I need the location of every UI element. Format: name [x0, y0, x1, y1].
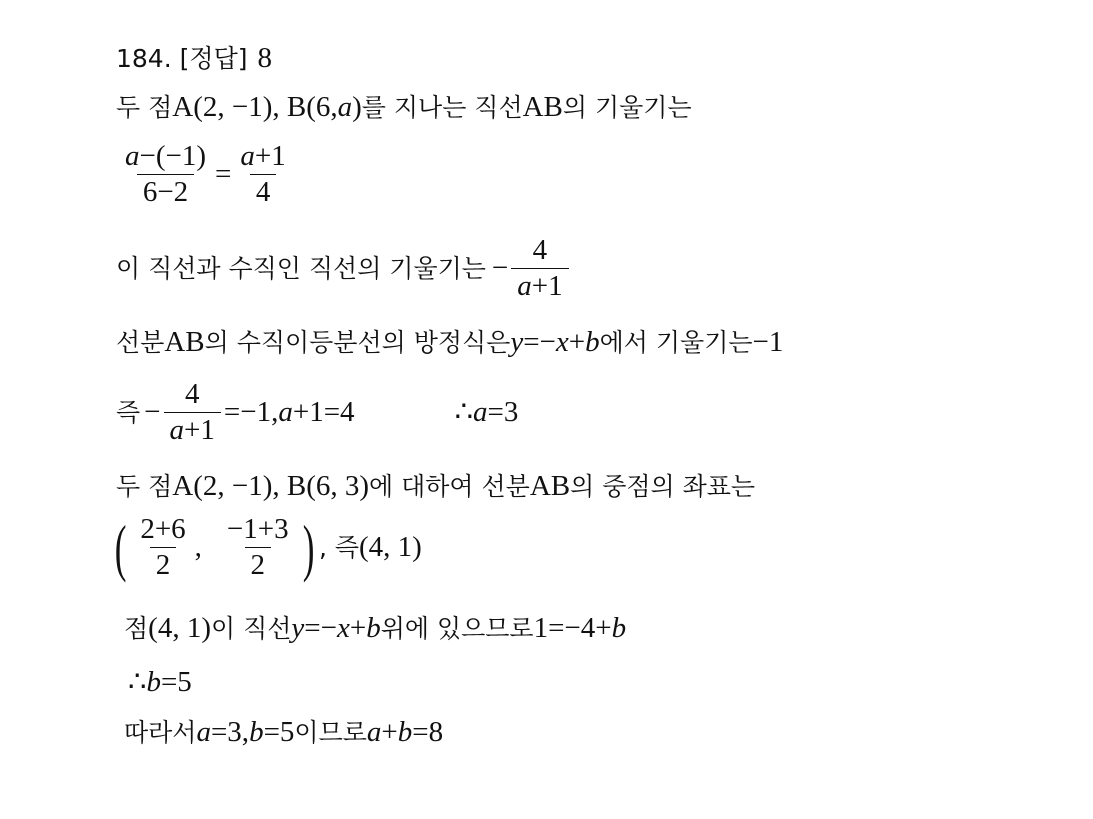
text: 두 점: [116, 472, 173, 501]
math-var: a: [278, 396, 293, 428]
math: +: [381, 716, 398, 748]
math-var: x: [336, 612, 350, 644]
math: =5: [160, 666, 192, 698]
solution-line-5: [116, 472, 755, 501]
problem-header: [116, 44, 272, 73]
slope-equation: [116, 142, 295, 207]
therefore-symbol: ∴: [128, 666, 147, 698]
fraction: [134, 515, 191, 580]
math: +: [349, 612, 367, 644]
solution-line-7: [124, 614, 626, 643]
fraction-denominator: 4: [250, 174, 277, 207]
problem-number: 184.: [116, 44, 172, 73]
math: AB: [522, 91, 563, 123]
fraction-denominator: 6−2: [137, 174, 194, 207]
math-var: y: [291, 612, 305, 644]
fraction-numerator: 4: [184, 378, 200, 410]
fraction-denominator: 2: [245, 547, 272, 580]
math-var: b: [397, 716, 413, 748]
therefore-symbol: ∴: [454, 396, 474, 428]
left-paren: (: [114, 511, 127, 583]
text: 이 직선: [210, 614, 292, 643]
math: +1: [254, 140, 286, 172]
math: +1=4: [292, 396, 355, 428]
text: 두 점: [116, 93, 173, 122]
text: 이므로: [294, 718, 367, 747]
text: 따라서: [124, 718, 197, 747]
math: =8: [412, 716, 444, 748]
fraction-numerator: 4: [532, 234, 548, 266]
math: =−: [523, 326, 556, 358]
math: 1=−4+: [533, 612, 612, 644]
solution-line-4: [116, 380, 518, 445]
fraction-numerator: −1+3: [226, 513, 289, 545]
math: AB: [529, 470, 571, 502]
math: ): [352, 91, 362, 123]
minus-sign: −: [144, 396, 161, 428]
math-var: a: [473, 396, 488, 428]
fraction: [164, 380, 221, 445]
text: 위에 있으므로: [380, 614, 534, 643]
math-var: a: [366, 716, 382, 748]
solution-line-3: [116, 328, 783, 357]
math-var: a: [517, 270, 532, 302]
minus-sign: −: [491, 252, 509, 284]
fraction: [234, 142, 291, 207]
math: =−1,: [223, 396, 279, 428]
text: , 즉: [318, 533, 359, 562]
math-var: a: [337, 91, 353, 123]
math-var: a: [240, 140, 255, 172]
solution-line-1: [116, 93, 692, 122]
answer-tag: [정답]: [179, 44, 248, 73]
text: 의 중점의 좌표는: [570, 472, 756, 501]
math: (4, 1): [359, 531, 422, 563]
text: 선분: [116, 328, 165, 357]
math: +1: [531, 270, 563, 302]
math: +1: [184, 414, 215, 446]
text: 이 직선과 수직인 직선의 기울기는: [116, 254, 486, 283]
math: AB: [164, 326, 205, 358]
math-var: b: [611, 612, 627, 644]
text: 점: [124, 614, 149, 643]
fraction: [221, 515, 295, 580]
fraction-numerator: 2+6: [140, 513, 186, 545]
math-var: a: [196, 716, 211, 748]
fraction-denominator: 2: [150, 547, 177, 580]
answer-value: 8: [257, 42, 272, 74]
math: A(2, −1), B(6, 3): [172, 470, 370, 502]
right-paren: ): [302, 511, 315, 583]
math: A(2, −1), B(6,: [172, 91, 338, 123]
math: −(−1): [139, 140, 207, 172]
math: +: [568, 326, 586, 358]
math-var: b: [366, 612, 381, 644]
text: 의 수직이등분선의 방정식은: [204, 328, 511, 357]
math-var: b: [249, 716, 264, 748]
text: 에서 기울기는: [599, 328, 753, 357]
math: =3: [487, 396, 519, 428]
midpoint-expression: [110, 511, 422, 583]
equals-sign: =: [215, 158, 232, 190]
text: 에 대하여 선분: [369, 472, 530, 501]
math-var: b: [585, 326, 600, 358]
math: −1: [752, 326, 784, 358]
math-var: x: [555, 326, 569, 358]
text: 의 기울기는: [562, 93, 692, 122]
math: =5: [263, 716, 295, 748]
text: 즉: [116, 398, 141, 427]
text: 를 지나는 직선: [361, 93, 523, 122]
math: =3,: [210, 716, 250, 748]
solution-line-8: [128, 668, 192, 697]
fraction: [119, 142, 212, 207]
math-var: a: [125, 140, 140, 172]
math-var: y: [510, 326, 524, 358]
math-var: a: [169, 414, 185, 446]
math: (4, 1): [148, 612, 211, 644]
math: =−: [304, 612, 337, 644]
solution-line-9: [124, 718, 443, 747]
math-var: b: [146, 666, 161, 698]
comma: ,: [194, 531, 202, 563]
solution-line-2: [116, 236, 572, 301]
fraction: [511, 236, 568, 301]
